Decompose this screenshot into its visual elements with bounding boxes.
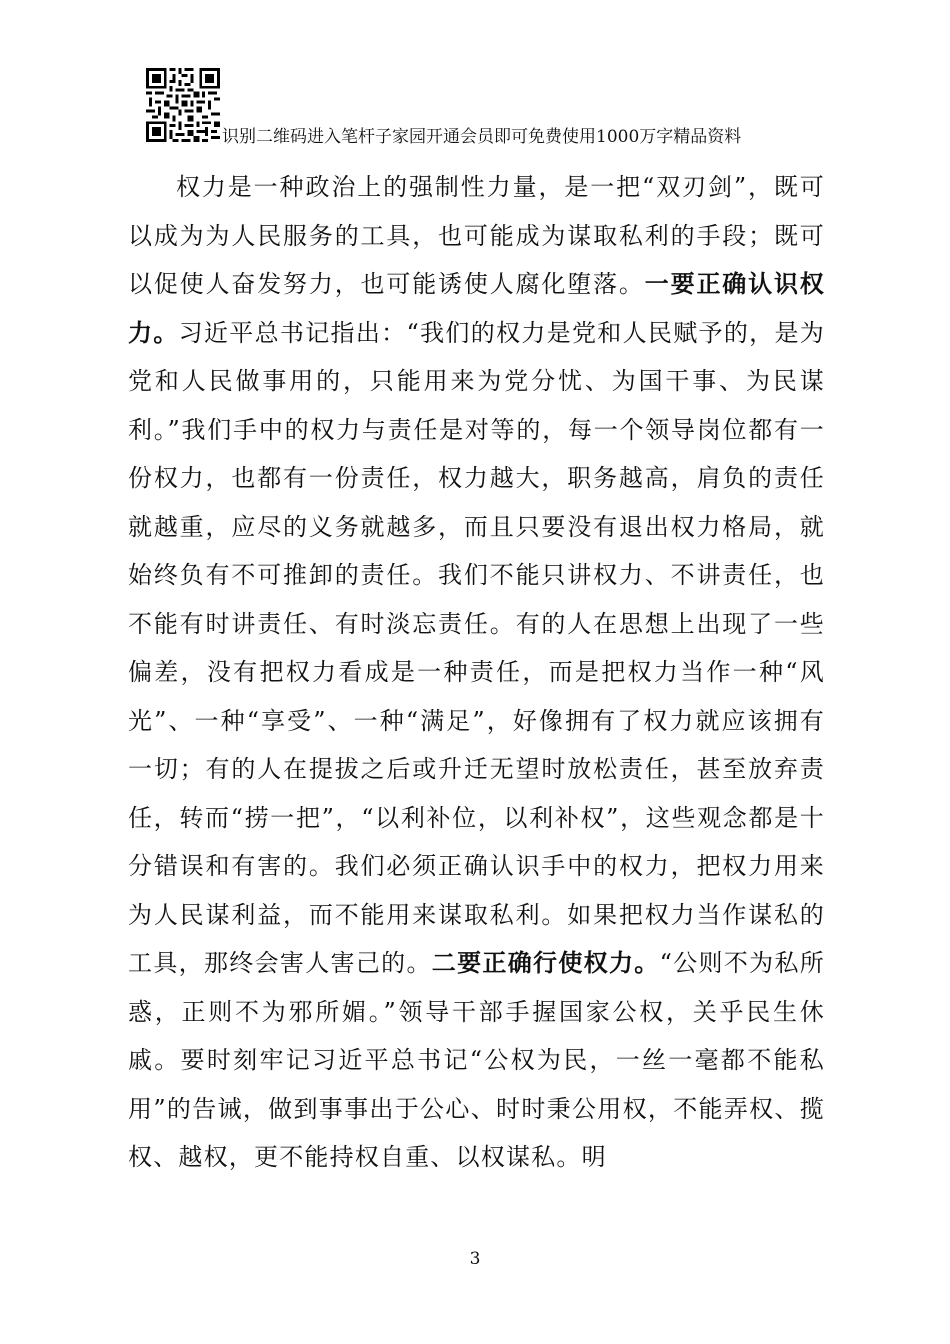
body-paragraph [128, 163, 825, 1182]
qr-code-graphic [146, 68, 220, 142]
page-number: 3 [469, 1249, 481, 1269]
membership-note: 识别二维码进入笔杆子家园开通会员即可免费使用1000万字精品资料 [222, 127, 742, 147]
qr-code-icon [146, 68, 220, 142]
body-text-segment: 权力是一种政治上的强制性力量，是一把“双刃剑”，既可以成为为人民服务的工具，也可能成为谋取私利的手段；既可以促使人奋发努力，也可能诱使人腐化堕落。 [128, 173, 825, 298]
section-heading-2: 二要正确行使权力。 [431, 948, 660, 977]
section-heading-1: 一要正确认识权力。 [128, 269, 825, 347]
body-text-segment: 习近平总书记指出：“我们的权力是党和人民赋予的，是为党和人民做事用的，只能用来为党分忧、为国干事、为民谋利。”我们手中的权力与责任是对等的，每一个领导岗位都有一份权力，也都有一份责任，权力越大，职务越高，肩负的责任就越重，应尽的义务就越多，而且只要没有退出权力格局，就始终负有不可推卸的责任。我们不能只讲权力、不讲责任，也不能有时讲责任、有时淡忘责任。有的人在思想上出现了一些偏差，没有把权力看成是一种责任，而是把权力当作一种“风光”、一种“享受”、一种“满足”，好像拥有了权力就应该拥有一切；有的人在提拔之后或升迁无望时放松责任，甚至放弃责任，转而“捞一把”，“以利补位，以利补权”，这些观念都是十分错误和有害的。我们必须正确认识手中的权力，把权力用来为人民谋利益，而不能用来谋取私利。如果把权力当作谋私的工具，那终会害人害己的。 [128, 318, 826, 977]
body-text-segment: “公则不为私所惑，正则不为邪所媚。”领导干部手握国家公权，关乎民生休戚。要时刻牢记习近平总书记“公权为民，一丝一毫都不能私用”的告诫，做到事事出于公心、时时秉公用权，不能弄权、揽权、越权，更不能持权自重、以权谋私。明 [128, 949, 825, 1171]
